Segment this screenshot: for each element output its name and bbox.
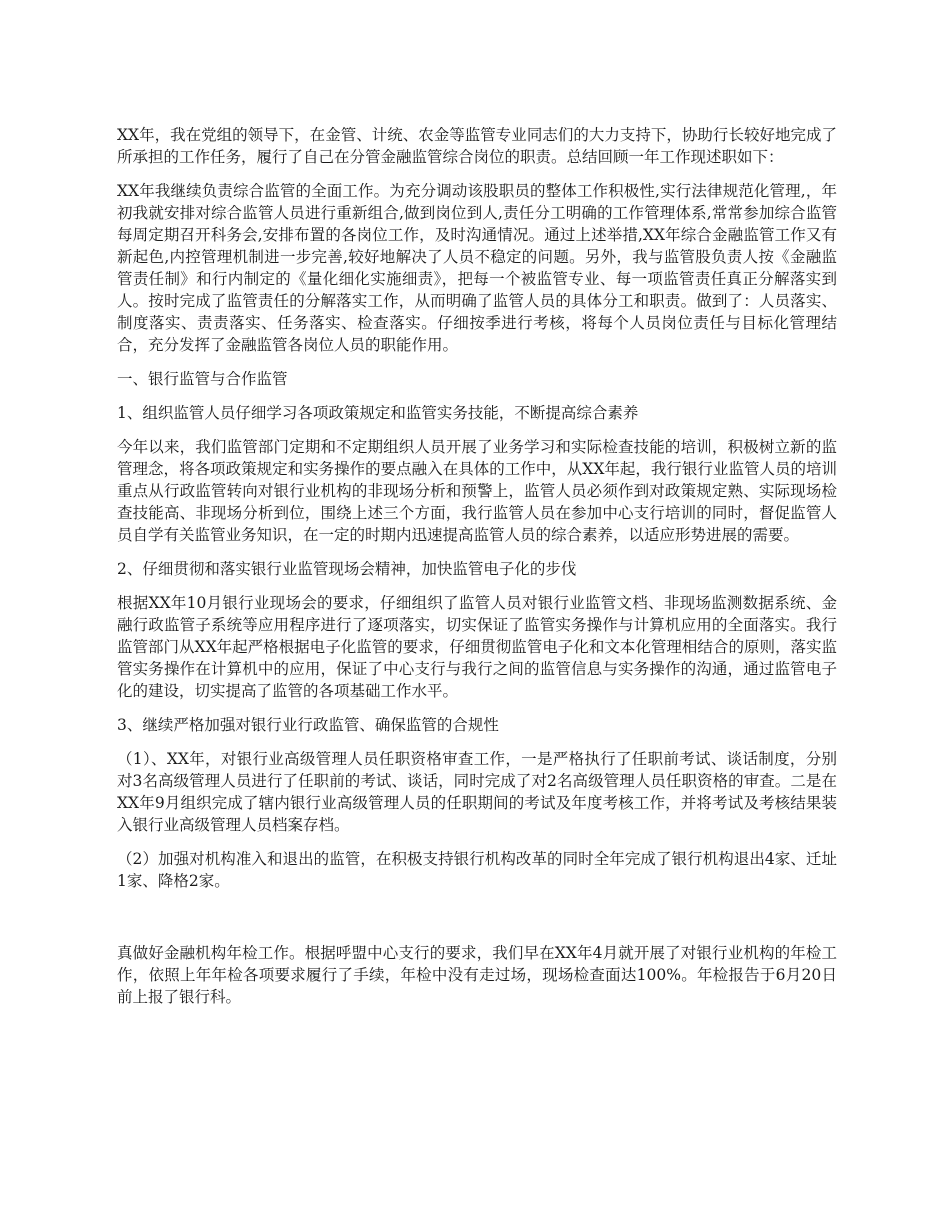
subheading-electronic-supervision: 2、仔细贯彻和落实银行业监管现场会精神，加快监管电子化的步伐 [117, 560, 577, 578]
electronic-supervision-paragraph: 根据XX年10月银行业现场会的要求，仔细组织了监管人员对银行业监管文档、非现场监测数据系统、金融行政监管子系统等应用程序进行了逐项落实，切实保证了监管实务操作与计算机应用的全面落实。我行监管部门从XX年起严格根据电子化监管的要求，仔细贯彻监管电子化和文本化管理相结合的原则，落实监管实务操作在计算机中的应用，保证了中心支行与我行之间的监管信息与实务操作的沟通，通过监管电子化的建设，切实提高了监管的各项基础工作水平。 [117, 594, 837, 700]
market-entry-exit-paragraph: （2）加强对机构准入和退出的监管，在积极支持银行机构改革的同时全年完成了银行机构退出4家、迁址1家、降格2家。 [117, 850, 837, 890]
comprehensive-supervision-paragraph: XX年我继续负责综合监管的全面工作。为充分调动该股职员的整体工作积极性,实行法律规范化管理,，年初我就安排对综合监管人员进行重新组合,做到岗位到人,责任分工明确的工作管理体系,常常参加综合监管每周定期召开科务会,安排布置的各岗位工作，及时沟通情况。通过上述举措,XX年综合金融监管工作又有新起色,内控管理机制进一步完善,较好地解决了人员不稳定的问题。另外，我与监管股负责人按《金融监管责任制》和行内制定的《量化细化实施细责》，把每一个被监管专业、每一项监管责任真正分解落实到人。按时完成了监管责任的分解落实工作，从而明确了监管人员的具体分工和职责。做到了：人员落实、制度落实、责责落实、任务落实、检查落实。仔细按季进行考核，将每个人员岗位责任与目标化管理结合，充分发挥了金融监管各岗位人员的职能作用。 [117, 182, 837, 354]
document-body [117, 124, 837, 1020]
section-heading-bank-supervision: 一、银行监管与合作监管 [117, 370, 288, 388]
training-paragraph: 今年以来，我们监管部门定期和不定期组织人员开展了业务学习和实际检查技能的培训，积极树立新的监管理念，将各项政策规定和实务操作的要点融入在具体的工作中，从XX年起，我行银行业监管人员的培训重点从行政监管转向对银行业机构的非现场分析和预警上，监管人员必须作到对政策规定熟、实际现场检查技能高、非现场分析到位，围绕上述三个方面，我行监管人员在参加中心支行培训的同时，督促监管人员自学有关监管业务知识，在一定的时期内迅速提高监管人员的综合素养，以适应形势进展的需要。 [117, 438, 837, 544]
subheading-administrative-supervision: 3、继续严格加强对银行业行政监管、确保监管的合规性 [117, 716, 499, 734]
qualification-review-paragraph: （1）、XX年，对银行业高级管理人员任职资格审查工作，一是严格执行了任职前考试、谈话制度，分别对3名高级管理人员进行了任职前的考试、谈话，同时完成了对2名高级管理人员任职资格的审查。二是在XX年9月组织完成了辖内银行业高级管理人员的任职期间的考试及年度考核工作，并将考试及考核结果装入银行业高级管理人员档案存档。 [117, 750, 837, 834]
intro-paragraph: XX年，我在党组的领导下，在金管、计统、农金等监管专业同志们的大力支持下，协助行长较好地完成了所承担的工作任务，履行了自己在分管金融监管综合岗位的职责。总结回顾一年工作现述职如下： [117, 126, 837, 166]
annual-inspection-paragraph: 真做好金融机构年检工作。根据呼盟中心支行的要求，我们早在XX年4月就开展了对银行业机构的年检工作，依照上年年检各项要求履行了手续，年检中没有走过场，现场检查面达100%。年检报告于6月20日前上报了银行科。 [117, 944, 837, 1006]
section-spacer [117, 904, 837, 942]
subheading-training: 1、组织监管人员仔细学习各项政策规定和监管实务技能，不断提高综合素养 [117, 404, 639, 422]
